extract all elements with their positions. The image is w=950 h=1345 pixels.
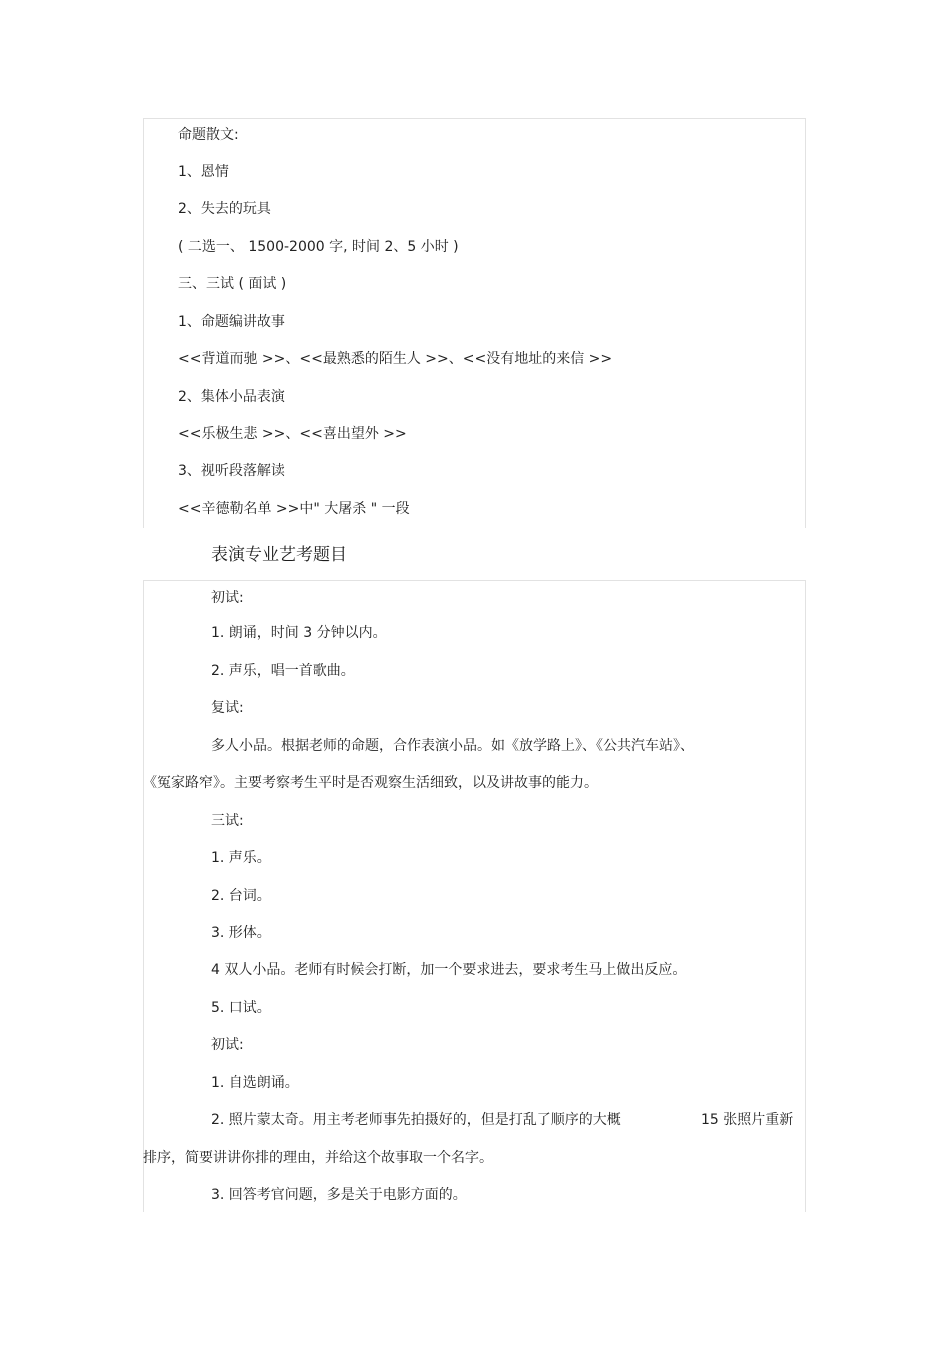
first-round-heading: 初试: (211, 590, 244, 606)
skit-titles: <<乐极生悲 >>、<<喜出望外 >> (178, 426, 407, 442)
second-round-heading: 复试: (211, 700, 244, 716)
essay-heading: 命题散文: (178, 127, 239, 143)
film-analysis-title: <<辛德勒名单 >>中" 大屠杀 " 一段 (178, 501, 410, 517)
film-analysis-task: 3、视听段落解读 (178, 463, 285, 479)
montage-item-text: 2. 照片蒙太奇。用主考老师事先拍摄好的，但是打乱了顺序的大概 (211, 1112, 621, 1128)
first-round-heading-2: 初试: (211, 1037, 244, 1053)
third-round-heading: 三、三试 ( 面试 ) (178, 276, 287, 292)
second-round-text-2: 《冤家路窄》。主要考察考生平时是否观察生活细致，以及讲故事的能力。 (143, 775, 598, 791)
first-round-item-2: 2. 声乐，唱一首歌曲。 (211, 663, 355, 679)
recitation-item: 1. 自选朗诵。 (211, 1075, 299, 1091)
montage-item-count: 15 张照片重新 (701, 1112, 794, 1128)
third-round-item-4: 4 双人小品。老师有时候会打断，加一个要求进去，要求考生马上做出反应。 (211, 962, 687, 978)
questions-item: 3. 回答考官问题，多是关于电影方面的。 (211, 1187, 467, 1203)
story-task: 1、命题编讲故事 (178, 314, 285, 330)
section-title: 表演专业艺考题目 (211, 545, 347, 565)
second-round-text-1: 多人小品。根据老师的命题，合作表演小品。如《放学路上》、《公共汽车站》、 (211, 738, 694, 754)
story-titles: <<背道而驰 >>、<<最熟悉的陌生人 >>、<<没有地址的来信 >> (178, 351, 613, 367)
essay-requirement: ( 二选一、 1500-2000 字, 时间 2、5 小时 ) (178, 239, 459, 255)
montage-item-continuation: 排序，简要讲讲你排的理由，并给这个故事取一个名字。 (143, 1150, 493, 1166)
third-round-item-5: 5. 口试。 (211, 1000, 271, 1016)
first-round-item-1: 1. 朗诵，时间 3 分钟以内。 (211, 625, 387, 641)
essay-topic-2: 2、失去的玩具 (178, 201, 271, 217)
third-round-heading-2: 三试: (211, 813, 244, 829)
third-round-item-3: 3. 形体。 (211, 925, 271, 941)
third-round-item-1: 1. 声乐。 (211, 850, 271, 866)
skit-task: 2、集体小品表演 (178, 389, 285, 405)
third-round-item-2: 2. 台词。 (211, 888, 271, 904)
essay-topic-1: 1、恩情 (178, 164, 229, 180)
